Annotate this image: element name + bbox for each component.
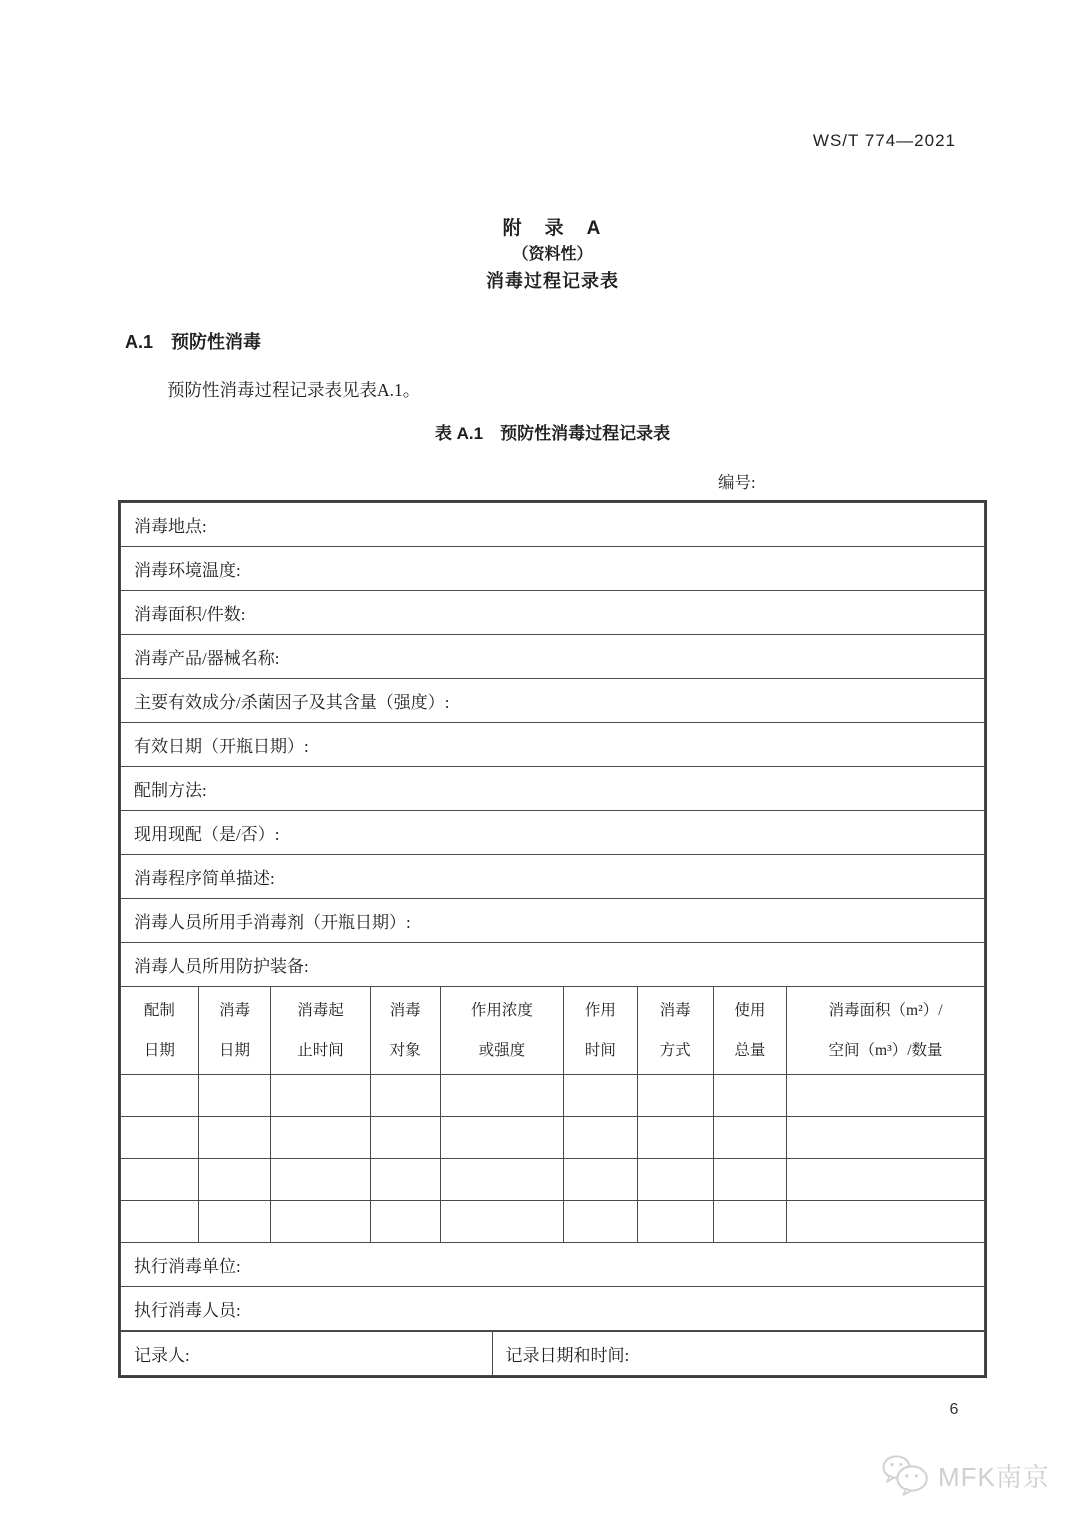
table-row (121, 899, 985, 943)
field-label-preparation-method: 配制方法: (121, 767, 985, 811)
empty-cell (121, 1159, 199, 1201)
col-header-prep-date: 配制 日期 (121, 987, 199, 1075)
watermark (880, 1452, 1050, 1498)
field-label-env-temp: 消毒环境温度: (121, 547, 985, 591)
empty-cell (787, 1075, 985, 1117)
table-row (121, 1287, 985, 1331)
field-label-fresh-prepared: 现用现配（是/否）: (121, 811, 985, 855)
empty-cell (121, 1075, 199, 1117)
empty-cell (370, 1075, 440, 1117)
empty-cell (787, 1201, 985, 1243)
body-paragraph: 预防性消毒过程记录表见表A.1。 (167, 380, 421, 400)
empty-data-row (121, 1201, 985, 1243)
empty-cell (637, 1201, 713, 1243)
empty-cell (564, 1159, 637, 1201)
field-label-record-datetime: 记录日期和时间: (492, 1332, 984, 1376)
number-label: 编号: (718, 473, 756, 492)
field-label-valid-date: 有效日期（开瓶日期）: (121, 723, 985, 767)
empty-cell (564, 1117, 637, 1159)
field-label-active-ingredient: 主要有效成分/杀菌因子及其含量（强度）: (121, 679, 985, 723)
page-number: 6 (949, 1401, 959, 1418)
empty-cell (198, 1159, 271, 1201)
col-header-concentration: 作用浓度 或强度 (440, 987, 564, 1075)
field-label-executing-unit: 执行消毒单位: (121, 1243, 985, 1287)
empty-cell (787, 1117, 985, 1159)
empty-cell (121, 1117, 199, 1159)
table-row (121, 811, 985, 855)
field-label-hand-disinfectant: 消毒人员所用手消毒剂（开瓶日期）: (121, 899, 985, 943)
field-label-location: 消毒地点: (121, 503, 985, 547)
empty-cell (564, 1201, 637, 1243)
empty-cell (271, 1075, 370, 1117)
empty-cell (787, 1159, 985, 1201)
standard-code: WS/T 774—2021 (812, 131, 956, 150)
table-row (121, 767, 985, 811)
empty-cell (271, 1117, 370, 1159)
section-heading: A.1 预防性消毒 (125, 332, 262, 352)
col-header-target: 消毒 对象 (370, 987, 440, 1075)
table-row (121, 679, 985, 723)
table-header-row (121, 987, 985, 1075)
empty-data-row (121, 1159, 985, 1201)
table-row (121, 591, 985, 635)
table-row (121, 723, 985, 767)
appendix-title: 附 录 A (502, 218, 603, 239)
empty-cell (198, 1201, 271, 1243)
field-label-procedure-description: 消毒程序简单描述: (121, 855, 985, 899)
empty-cell (713, 1201, 786, 1243)
col-header-total-amount: 使用 总量 (713, 987, 786, 1075)
empty-cell (198, 1075, 271, 1117)
table-row (121, 1243, 985, 1287)
col-header-disinfect-date: 消毒 日期 (198, 987, 271, 1075)
empty-cell (198, 1117, 271, 1159)
empty-cell (564, 1075, 637, 1117)
record-form-main-table (120, 502, 985, 1331)
table-row (121, 547, 985, 591)
empty-cell (637, 1159, 713, 1201)
empty-cell (713, 1159, 786, 1201)
table-row (121, 503, 985, 547)
appendix-subtitle: （资料性） (512, 246, 593, 263)
field-label-recorder: 记录人: (121, 1332, 493, 1376)
col-header-start-end-time: 消毒起 止时间 (271, 987, 370, 1075)
field-label-protective-equipment: 消毒人员所用防护装备: (121, 943, 985, 987)
col-header-action-time: 作用 时间 (564, 987, 637, 1075)
table-row (121, 1332, 985, 1376)
empty-cell (121, 1201, 199, 1243)
field-label-executing-person: 执行消毒人员: (121, 1287, 985, 1331)
empty-cell (271, 1201, 370, 1243)
document-title: 消毒过程记录表 (486, 271, 619, 291)
empty-cell (370, 1159, 440, 1201)
col-header-method: 消毒 方式 (637, 987, 713, 1075)
table-row (121, 855, 985, 899)
empty-cell (370, 1201, 440, 1243)
empty-cell (637, 1075, 713, 1117)
field-label-product-name: 消毒产品/器械名称: (121, 635, 985, 679)
table-row (121, 635, 985, 679)
empty-cell (440, 1117, 564, 1159)
wechat-icon (880, 1452, 932, 1498)
empty-cell (713, 1117, 786, 1159)
empty-cell (370, 1117, 440, 1159)
table-caption: 表 A.1 预防性消毒过程记录表 (434, 424, 671, 443)
empty-cell (713, 1075, 786, 1117)
watermark-text: MFK南京 (938, 1461, 1050, 1492)
table-row (121, 943, 985, 987)
empty-cell (637, 1117, 713, 1159)
field-label-area-count: 消毒面积/件数: (121, 591, 985, 635)
empty-cell (440, 1201, 564, 1243)
empty-cell (271, 1159, 370, 1201)
record-form-table (118, 500, 987, 1378)
col-header-area-space-quantity: 消毒面积（m²）/ 空间（m³）/数量 (787, 987, 985, 1075)
empty-cell (440, 1159, 564, 1201)
empty-data-row (121, 1075, 985, 1117)
empty-cell (440, 1075, 564, 1117)
record-form-bottom-table (120, 1331, 985, 1376)
empty-data-row (121, 1117, 985, 1159)
